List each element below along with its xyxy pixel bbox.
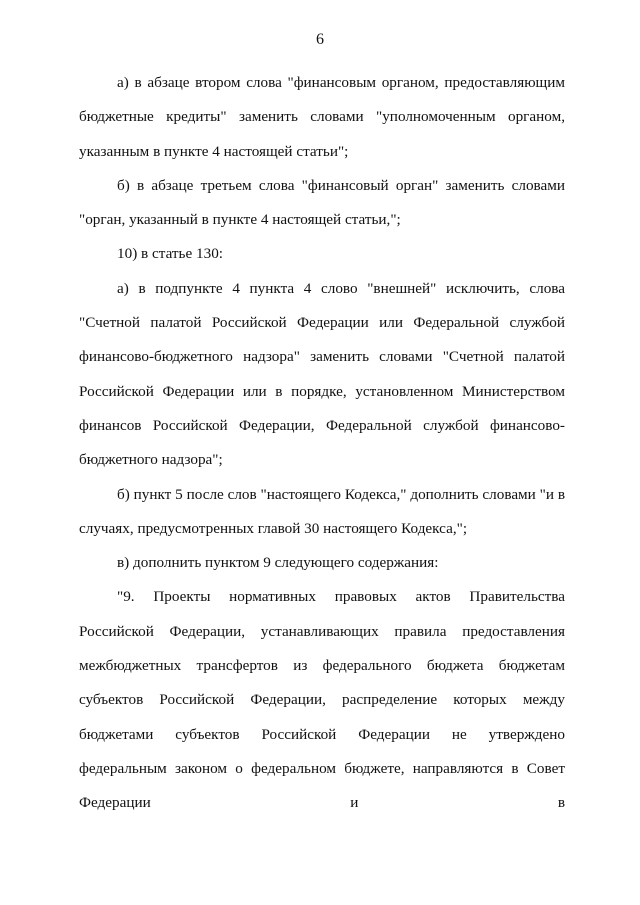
paragraph-point-9: "9. Проекты нормативных правовых актов Правительства Российской Федерации, устанавливающих правила предоставления межбюджетных трансфертов из федерального бюджета бюджетам субъектов Российской Федерации, распределение которых между бюджетами субъектов Российской Федерации не утверждено федеральным законом о федеральном бюджете, направляются в Совет Федерации и в (79, 588, 565, 812)
paragraph-v: в) дополнить пунктом 9 следующего содержания: (117, 554, 439, 572)
paragraph-a-second: а) в подпункте 4 пункта 4 слово "внешней" исключить, слова "Счетной палатой Российской Федерации или Федеральной службой финансово-бюджетного надзора" заменить словами "Счетной палатой Российской Федерации или в порядке, установленном Министерством финансов Российской Федерации, Федеральной службой финансово-бюджетного надзора"; (79, 279, 565, 469)
page-number: 6 (316, 31, 324, 48)
paragraph-b-second: б) пункт 5 после слов "настоящего Кодекса," дополнить словами "и в случаях, предусмотренных главой 30 настоящего Кодекса,"; (79, 485, 565, 537)
paragraph-item-10: 10) в статье 130: (117, 245, 224, 263)
paragraph-b-first: б) в абзаце третьем слова "финансовый орган" заменить словами "орган, указанный в пункте 4 настоящей статьи,"; (79, 176, 565, 229)
document-body (79, 66, 565, 821)
paragraph-a-first: а) в абзаце втором слова "финансовым органом, предоставляющим бюджетные кредиты" заменить словами "уполномоченным органом, указанным в пункте 4 настоящей статьи"; (79, 74, 565, 160)
